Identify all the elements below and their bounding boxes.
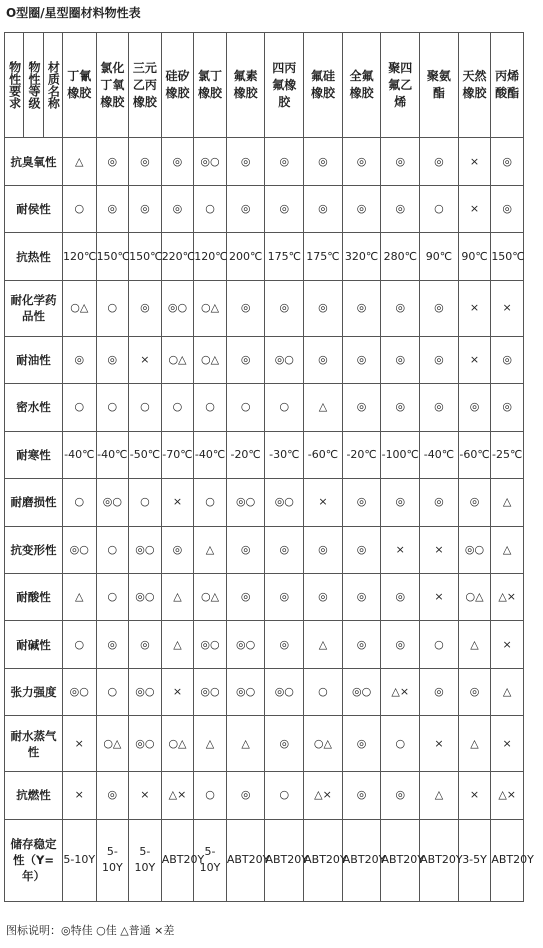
row-label: 耐水蒸气性: [5, 716, 63, 772]
table-cell: ◎○: [96, 479, 129, 526]
row-label: 耐碱性: [5, 621, 63, 668]
table-cell: ◎○: [226, 479, 265, 526]
table-cell: ×: [491, 621, 524, 668]
table-cell: ◎: [129, 185, 162, 232]
table-cell: -40℃: [96, 431, 129, 478]
table-cell: ○: [420, 621, 459, 668]
table-cell: ×: [458, 185, 491, 232]
table-cell: △: [491, 526, 524, 573]
table-cell: △: [161, 573, 194, 620]
table-cell: ◎: [304, 336, 343, 383]
table-cell: ◎: [381, 772, 420, 819]
table-row: [5, 384, 524, 431]
header-property-grade: 物性等级: [24, 33, 43, 138]
table-cell: △×: [491, 573, 524, 620]
table-cell: ◎: [129, 280, 162, 336]
table-cell: 5-10Y: [62, 819, 96, 901]
header-material-name: 材质名称: [43, 33, 62, 138]
table-cell: ◎: [304, 280, 343, 336]
table-cell: ◎: [420, 138, 459, 185]
table-cell: ◎: [265, 573, 304, 620]
table-cell: ○: [265, 384, 304, 431]
table-cell: 220℃: [161, 233, 194, 280]
table-cell: ×: [304, 479, 343, 526]
table-cell: ○△: [194, 573, 227, 620]
table-cell: △: [194, 716, 227, 772]
table-cell: ◎: [381, 621, 420, 668]
table-cell: ◎○: [161, 280, 194, 336]
table-cell: ABT20Y: [226, 819, 265, 901]
table-cell: ○△: [161, 716, 194, 772]
table-cell: ◎: [420, 336, 459, 383]
table-cell: ○: [161, 384, 194, 431]
table-cell: ◎: [96, 336, 129, 383]
table-cell: ◎○: [62, 526, 96, 573]
table-cell: ×: [420, 716, 459, 772]
header-material: 氯丁橡胶: [194, 33, 227, 138]
table-cell: ABT20Y: [161, 819, 194, 901]
table-cell: ×: [381, 526, 420, 573]
table-cell: ◎: [342, 772, 381, 819]
table-cell: △: [491, 479, 524, 526]
row-label: 耐磨损性: [5, 479, 63, 526]
header-material: 硅矽橡胶: [161, 33, 194, 138]
table-cell: △: [62, 138, 96, 185]
table-cell: ○: [304, 668, 343, 715]
table-row: [5, 431, 524, 478]
table-cell: ◎: [161, 138, 194, 185]
table-cell: 175℃: [265, 233, 304, 280]
table-cell: ○: [129, 384, 162, 431]
table-cell: ○△: [458, 573, 491, 620]
header-property-requirement: 物性要求: [5, 33, 24, 138]
table-row: [5, 573, 524, 620]
table-row: [5, 233, 524, 280]
row-label: 耐油性: [5, 336, 63, 383]
table-cell: ABT20Y: [342, 819, 381, 901]
table-cell: ◎: [161, 185, 194, 232]
table-cell: -20℃: [342, 431, 381, 478]
table-cell: ◎: [96, 138, 129, 185]
table-cell: ◎: [342, 280, 381, 336]
row-label: 张力强度: [5, 668, 63, 715]
table-row: [5, 621, 524, 668]
table-cell: △: [458, 716, 491, 772]
table-cell: ◎: [381, 479, 420, 526]
table-cell: -100℃: [381, 431, 420, 478]
table-cell: ◎: [342, 384, 381, 431]
table-cell: -60℃: [304, 431, 343, 478]
row-label: 耐寒性: [5, 431, 63, 478]
table-row: [5, 526, 524, 573]
table-cell: 5-10Y: [129, 819, 162, 901]
table-cell: ◎○: [265, 336, 304, 383]
table-cell: ○: [96, 384, 129, 431]
table-cell: -25℃: [491, 431, 524, 478]
table-cell: 5-10Y: [194, 819, 227, 901]
table-cell: ◎: [420, 384, 459, 431]
table-cell: ○: [226, 384, 265, 431]
table-cell: ◎: [381, 573, 420, 620]
table-cell: △: [304, 621, 343, 668]
table-cell: -40℃: [194, 431, 227, 478]
table-cell: ◎: [304, 526, 343, 573]
table-cell: ○: [96, 526, 129, 573]
row-label: 密水性: [5, 384, 63, 431]
table-cell: ○: [194, 479, 227, 526]
table-cell: ◎: [458, 479, 491, 526]
table-cell: 280℃: [381, 233, 420, 280]
table-cell: ◎: [381, 280, 420, 336]
table-cell: ×: [458, 772, 491, 819]
table-cell: ◎: [265, 621, 304, 668]
header-material: 天然橡胶: [458, 33, 491, 138]
table-cell: ◎: [226, 185, 265, 232]
table-cell: △: [491, 668, 524, 715]
table-cell: ◎: [458, 668, 491, 715]
table-cell: ◎: [96, 185, 129, 232]
table-cell: ◎: [226, 772, 265, 819]
legend: 图标说明：◎特佳 ○佳 △普通 ×差: [6, 924, 175, 937]
table-cell: 120℃: [194, 233, 227, 280]
table-row: [5, 772, 524, 819]
table-cell: ○: [96, 668, 129, 715]
table-cell: ◎○: [226, 621, 265, 668]
header-material: 氯化丁氧橡胶: [96, 33, 129, 138]
table-cell: ○: [62, 621, 96, 668]
table-cell: ◎: [129, 138, 162, 185]
table-cell: ×: [420, 526, 459, 573]
table-cell: △: [194, 526, 227, 573]
table-cell: ◎: [265, 185, 304, 232]
table-cell: ◎: [226, 526, 265, 573]
table-cell: △×: [381, 668, 420, 715]
table-cell: ◎: [342, 185, 381, 232]
table-cell: ◎○: [194, 621, 227, 668]
table-cell: -70℃: [161, 431, 194, 478]
table-cell: ×: [62, 716, 96, 772]
table-cell: ◎: [226, 573, 265, 620]
table-cell: ○: [265, 772, 304, 819]
table-cell: ◎○: [129, 573, 162, 620]
row-label: 抗变形性: [5, 526, 63, 573]
table-cell: ○: [381, 716, 420, 772]
table-cell: ○△: [161, 336, 194, 383]
table-cell: ◎: [381, 384, 420, 431]
header-material: 丙烯酸酯: [491, 33, 524, 138]
table-cell: ABT20Y: [304, 819, 343, 901]
table-cell: ×: [491, 280, 524, 336]
table-cell: ◎: [342, 573, 381, 620]
table-cell: 5-10Y: [96, 819, 129, 901]
table-cell: ×: [458, 336, 491, 383]
table-cell: ◎○: [194, 138, 227, 185]
table-cell: ◎○: [265, 479, 304, 526]
table-cell: ×: [129, 772, 162, 819]
table-row: [5, 336, 524, 383]
table-cell: -40℃: [420, 431, 459, 478]
table-cell: ○: [420, 185, 459, 232]
table-cell: ◎: [491, 336, 524, 383]
table-cell: ◎: [342, 526, 381, 573]
table-cell: ◎○: [458, 526, 491, 573]
table-cell: ○: [62, 185, 96, 232]
table-cell: ◎○: [129, 668, 162, 715]
table-cell: ◎: [458, 384, 491, 431]
table-cell: ×: [491, 716, 524, 772]
table-cell: ◎: [96, 772, 129, 819]
header-material: 氟素橡胶: [226, 33, 265, 138]
row-label: 抗燃性: [5, 772, 63, 819]
table-cell: ◎: [491, 384, 524, 431]
table-cell: ◎○: [62, 668, 96, 715]
header-material: 全氟橡胶: [342, 33, 381, 138]
table-cell: △×: [491, 772, 524, 819]
header-material: 三元乙丙橡胶: [129, 33, 162, 138]
table-row: [5, 280, 524, 336]
table-cell: ◎: [304, 138, 343, 185]
table-cell: ◎: [381, 336, 420, 383]
table-cell: 90℃: [458, 233, 491, 280]
table-cell: ◎: [491, 185, 524, 232]
table-cell: ◎: [381, 138, 420, 185]
table-cell: △×: [304, 772, 343, 819]
table-cell: ×: [62, 772, 96, 819]
table-cell: ◎: [226, 280, 265, 336]
table-cell: ×: [458, 138, 491, 185]
table-cell: 150℃: [129, 233, 162, 280]
table-cell: ◎: [342, 716, 381, 772]
table-cell: ×: [129, 336, 162, 383]
table-cell: -20℃: [226, 431, 265, 478]
table-cell: △: [226, 716, 265, 772]
table-cell: ◎: [491, 138, 524, 185]
table-cell: ○: [129, 479, 162, 526]
table-cell: ABT20Y: [381, 819, 420, 901]
table-row: [5, 716, 524, 772]
table-cell: ×: [420, 573, 459, 620]
material-properties-table: [4, 32, 534, 902]
table-cell: ◎: [342, 621, 381, 668]
row-label: 耐酸性: [5, 573, 63, 620]
row-label: 耐化学药品性: [5, 280, 63, 336]
table-cell: 320℃: [342, 233, 381, 280]
table-cell: ◎: [342, 336, 381, 383]
table-cell: ◎: [226, 336, 265, 383]
header-material: 聚氨酯: [420, 33, 459, 138]
row-label: 耐侯性: [5, 185, 63, 232]
table-cell: 3-5Y: [458, 819, 491, 901]
table-cell: -30℃: [265, 431, 304, 478]
table-row: [5, 479, 524, 526]
table-cell: ◎: [62, 336, 96, 383]
table-cell: ○△: [62, 280, 96, 336]
table-cell: △: [161, 621, 194, 668]
table-cell: ○△: [96, 716, 129, 772]
table-cell: ◎○: [194, 668, 227, 715]
table-cell: ◎: [381, 185, 420, 232]
table-cell: ◎: [304, 573, 343, 620]
table-cell: ◎: [420, 668, 459, 715]
table-cell: ○: [96, 280, 129, 336]
table-row: [5, 138, 524, 185]
header-material: 聚四氟乙烯: [381, 33, 420, 138]
table-row: [5, 819, 524, 901]
row-label: 抗臭氧性: [5, 138, 63, 185]
table-cell: ◎○: [129, 526, 162, 573]
table-cell: ◎: [304, 185, 343, 232]
table-cell: ◎: [129, 621, 162, 668]
table-cell: ◎: [420, 280, 459, 336]
table-cell: -50℃: [129, 431, 162, 478]
table-cell: △: [458, 621, 491, 668]
table-cell: ABT20Y: [265, 819, 304, 901]
table-body: [5, 33, 534, 902]
table-cell: ◎: [265, 716, 304, 772]
row-label: 抗热性: [5, 233, 63, 280]
table-cell: 120℃: [62, 233, 96, 280]
table-cell: ◎○: [226, 668, 265, 715]
table-cell: ○: [194, 772, 227, 819]
table-cell: ABT20Y: [491, 819, 524, 901]
table-cell: ○: [194, 185, 227, 232]
header-material: 四丙氟橡胶: [265, 33, 304, 138]
table-cell: 150℃: [96, 233, 129, 280]
row-label: 储存稳定性（Y=年）: [5, 819, 63, 901]
header-material: 丁氰橡胶: [62, 33, 96, 138]
table-cell: ×: [161, 479, 194, 526]
table-cell: △: [304, 384, 343, 431]
table-cell: 175℃: [304, 233, 343, 280]
table-cell: ○△: [194, 280, 227, 336]
table-cell: ○: [62, 479, 96, 526]
table-cell: ◎: [265, 280, 304, 336]
table-cell: ◎: [161, 526, 194, 573]
table-cell: ◎: [96, 621, 129, 668]
table-cell: ◎: [342, 138, 381, 185]
table-cell: -40℃: [62, 431, 96, 478]
table-cell: -60℃: [458, 431, 491, 478]
header-material: 氟硅橡胶: [304, 33, 343, 138]
table-cell: ABT20Y: [420, 819, 459, 901]
table-cell: ◎: [226, 138, 265, 185]
table-cell: ◎: [265, 526, 304, 573]
table-cell: ×: [161, 668, 194, 715]
table-cell: ○: [62, 384, 96, 431]
table-cell: ◎○: [265, 668, 304, 715]
table-header-row: [5, 33, 524, 138]
table-title: O型圈/星型圈材料物性表: [6, 6, 141, 20]
table-cell: △: [62, 573, 96, 620]
table-row: [5, 668, 524, 715]
table-cell: ○: [96, 573, 129, 620]
table-cell: ○: [194, 384, 227, 431]
table-cell: ◎○: [129, 716, 162, 772]
table-cell: ◎: [342, 479, 381, 526]
table-cell: 150℃: [491, 233, 524, 280]
table-cell: △×: [161, 772, 194, 819]
table-cell: ◎○: [342, 668, 381, 715]
table-cell: 90℃: [420, 233, 459, 280]
table-cell: ◎: [420, 479, 459, 526]
table-cell: 200℃: [226, 233, 265, 280]
table-cell: △: [420, 772, 459, 819]
table-cell: ×: [458, 280, 491, 336]
table-cell: ○△: [304, 716, 343, 772]
table-cell: ○△: [194, 336, 227, 383]
table-row: [5, 185, 524, 232]
table-cell: ◎: [265, 138, 304, 185]
